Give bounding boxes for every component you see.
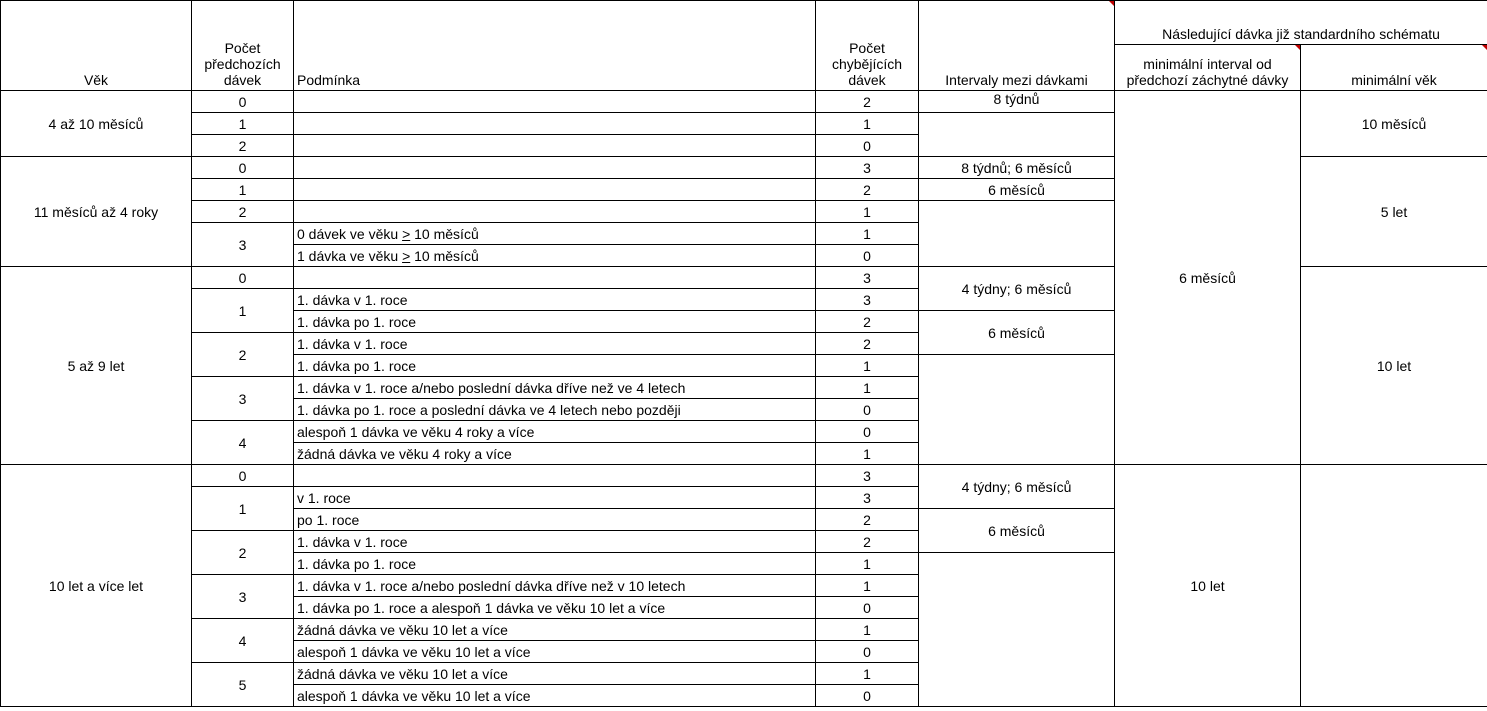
missing-doses-cell[interactable]: 1 [816,553,919,575]
prev-doses-cell[interactable]: 3 [192,377,294,421]
missing-doses-cell[interactable]: 0 [816,245,919,267]
condition-cell[interactable] [294,465,816,487]
missing-doses-cell[interactable]: 2 [816,333,919,355]
prev-doses-cell[interactable]: 2 [192,531,294,575]
prev-doses-cell[interactable]: 0 [192,465,294,487]
header-min-age-label: minimální věk [1351,72,1437,88]
condition-cell[interactable]: 1. dávka po 1. roce [294,311,816,333]
interval-cell[interactable]: 4 týdny; 6 měsíců [919,267,1115,311]
missing-doses-cell[interactable]: 1 [816,377,919,399]
condition-cell[interactable] [294,113,816,135]
prev-doses-cell[interactable]: 1 [192,113,294,135]
prev-doses-cell[interactable]: 5 [192,663,294,707]
missing-doses-cell[interactable]: 2 [816,311,919,333]
condition-cell[interactable] [294,91,816,113]
comment-indicator-icon[interactable] [1482,45,1487,50]
prev-doses-cell[interactable]: 2 [192,333,294,377]
condition-cell[interactable]: alespoň 1 dávka ve věku 10 let a více [294,641,816,663]
prev-doses-cell[interactable]: 4 [192,421,294,465]
condition-cell[interactable]: 1. dávka v 1. roce a/nebo poslední dávka dříve než v 10 letech [294,575,816,597]
prev-doses-cell[interactable]: 0 [192,157,294,179]
condition-cell[interactable]: žádná dávka ve věku 10 let a více [294,619,816,641]
prev-doses-cell[interactable]: 1 [192,487,294,531]
missing-doses-cell[interactable]: 2 [816,509,919,531]
interval-cell[interactable] [919,553,1115,707]
header-missing-doses: Počet chybějících dávek [816,1,919,91]
missing-doses-cell[interactable]: 1 [816,113,919,135]
condition-cell[interactable]: 1. dávka v 1. roce [294,333,816,355]
missing-doses-cell[interactable]: 3 [816,157,919,179]
missing-doses-cell[interactable]: 2 [816,531,919,553]
interval-cell[interactable] [919,113,1115,157]
comment-indicator-icon[interactable] [1109,1,1114,6]
prev-doses-cell[interactable]: 2 [192,201,294,223]
interval-cell[interactable] [919,201,1115,267]
missing-doses-cell[interactable]: 1 [816,355,919,377]
missing-doses-cell[interactable]: 1 [816,443,919,465]
age-group-cell[interactable]: 11 měsíců až 4 roky [1,157,192,267]
condition-cell[interactable] [294,223,816,245]
missing-doses-cell[interactable]: 1 [816,223,919,245]
condition-cell[interactable]: 1. dávka v 1. roce a/nebo poslední dávka dříve než ve 4 letech [294,377,816,399]
prev-doses-cell[interactable]: 1 [192,289,294,333]
condition-cell[interactable]: v 1. roce [294,487,816,509]
condition-cell[interactable]: 1. dávka v 1. roce [294,531,816,553]
header-intervals-label: Intervaly mezi dávkami [945,72,1088,88]
header-age: Věk [1,1,192,91]
interval-cell[interactable]: 8 týdnů; 6 měsíců [919,157,1115,179]
missing-doses-cell[interactable]: 1 [816,663,919,685]
missing-doses-cell[interactable]: 0 [816,597,919,619]
interval-cell[interactable]: 8 týdnů [919,91,1115,113]
age-group-cell[interactable]: 4 až 10 měsíců [1,91,192,157]
prev-doses-cell[interactable]: 3 [192,223,294,267]
condition-text: 1 dávka ve věku [297,247,403,264]
missing-doses-cell[interactable]: 1 [816,201,919,223]
header-prev-doses: Počet předchozích dávek [192,1,294,91]
interval-cell[interactable]: 4 týdny; 6 měsíců [919,465,1115,509]
age-group-cell[interactable]: 5 až 9 let [1,267,192,465]
condition-cell[interactable]: 1. dávka v 1. roce [294,289,816,311]
missing-doses-cell[interactable]: 3 [816,267,919,289]
condition-cell[interactable]: alespoň 1 dávka ve věku 10 let a více [294,685,816,707]
min-age-cell[interactable]: 10 měsíců [1301,91,1487,157]
condition-cell[interactable] [294,135,816,157]
condition-cell[interactable] [294,267,816,289]
prev-doses-cell[interactable]: 3 [192,575,294,619]
missing-doses-cell[interactable]: 2 [816,91,919,113]
condition-cell[interactable] [294,157,816,179]
age-group-cell[interactable]: 10 let a více let [1,465,192,707]
condition-cell[interactable]: 1. dávka po 1. roce [294,553,816,575]
condition-cell[interactable]: 1. dávka po 1. roce [294,355,816,377]
missing-doses-cell[interactable]: 3 [816,487,919,509]
condition-text: 0 dávek ve věku [297,225,403,242]
missing-doses-cell[interactable]: 0 [816,421,919,443]
missing-doses-cell[interactable]: 0 [816,641,919,663]
missing-doses-cell[interactable]: 1 [816,575,919,597]
min-age-cell[interactable]: 10 let [1301,267,1487,465]
condition-cell[interactable] [294,245,816,267]
header-min-interval [1115,45,1301,91]
prev-doses-cell[interactable]: 4 [192,619,294,663]
min-interval-cell[interactable]: 6 měsíců [1115,91,1301,465]
prev-doses-cell[interactable]: 2 [192,135,294,157]
condition-cell[interactable]: alespoň 1 dávka ve věku 4 roky a více [294,421,816,443]
missing-doses-cell[interactable]: 3 [816,289,919,311]
missing-doses-cell[interactable]: 0 [816,135,919,157]
min-age-cell[interactable]: 5 let [1301,157,1487,267]
condition-text: 10 měsíců [410,247,479,264]
condition-cell[interactable]: žádná dávka ve věku 4 roky a více [294,443,816,465]
prev-doses-cell[interactable]: 0 [192,267,294,289]
interval-cell[interactable] [919,355,1115,465]
ge-symbol: > [402,225,411,242]
condition-cell[interactable] [294,179,816,201]
condition-text: 10 měsíců [410,225,479,242]
interval-cell[interactable]: 6 měsíců [919,311,1115,355]
comment-indicator-icon[interactable] [1295,45,1300,50]
prev-doses-cell[interactable]: 0 [192,91,294,113]
interval-cell[interactable]: 6 měsíců [919,509,1115,553]
header-next-dose-group: Následující dávka již standardního schématu [1115,1,1487,45]
missing-doses-cell[interactable]: 0 [816,685,919,707]
min-interval-cell[interactable]: 10 let [1115,465,1301,707]
missing-doses-cell[interactable]: 3 [816,465,919,487]
min-age-cell[interactable] [1301,465,1487,707]
condition-cell[interactable]: po 1. roce [294,509,816,531]
header-min-interval-label: minimální interval od předchozí záchytné dávky [1126,56,1289,88]
missing-doses-cell[interactable]: 0 [816,399,919,421]
condition-cell[interactable] [294,201,816,223]
interval-cell[interactable]: 6 měsíců [919,179,1115,201]
header-condition: Podmínka [294,1,816,91]
ge-symbol: > [402,247,411,264]
condition-cell[interactable]: 1. dávka po 1. roce a alespoň 1 dávka ve věku 10 let a více [294,597,816,619]
missing-doses-cell[interactable]: 1 [816,619,919,641]
condition-cell[interactable]: žádná dávka ve věku 10 let a více [294,663,816,685]
prev-doses-cell[interactable]: 1 [192,179,294,201]
missing-doses-cell[interactable]: 2 [816,179,919,201]
header-intervals [919,1,1115,91]
condition-cell[interactable]: 1. dávka po 1. roce a poslední dávka ve 4 letech nebo později [294,399,816,421]
header-min-age [1301,45,1487,91]
